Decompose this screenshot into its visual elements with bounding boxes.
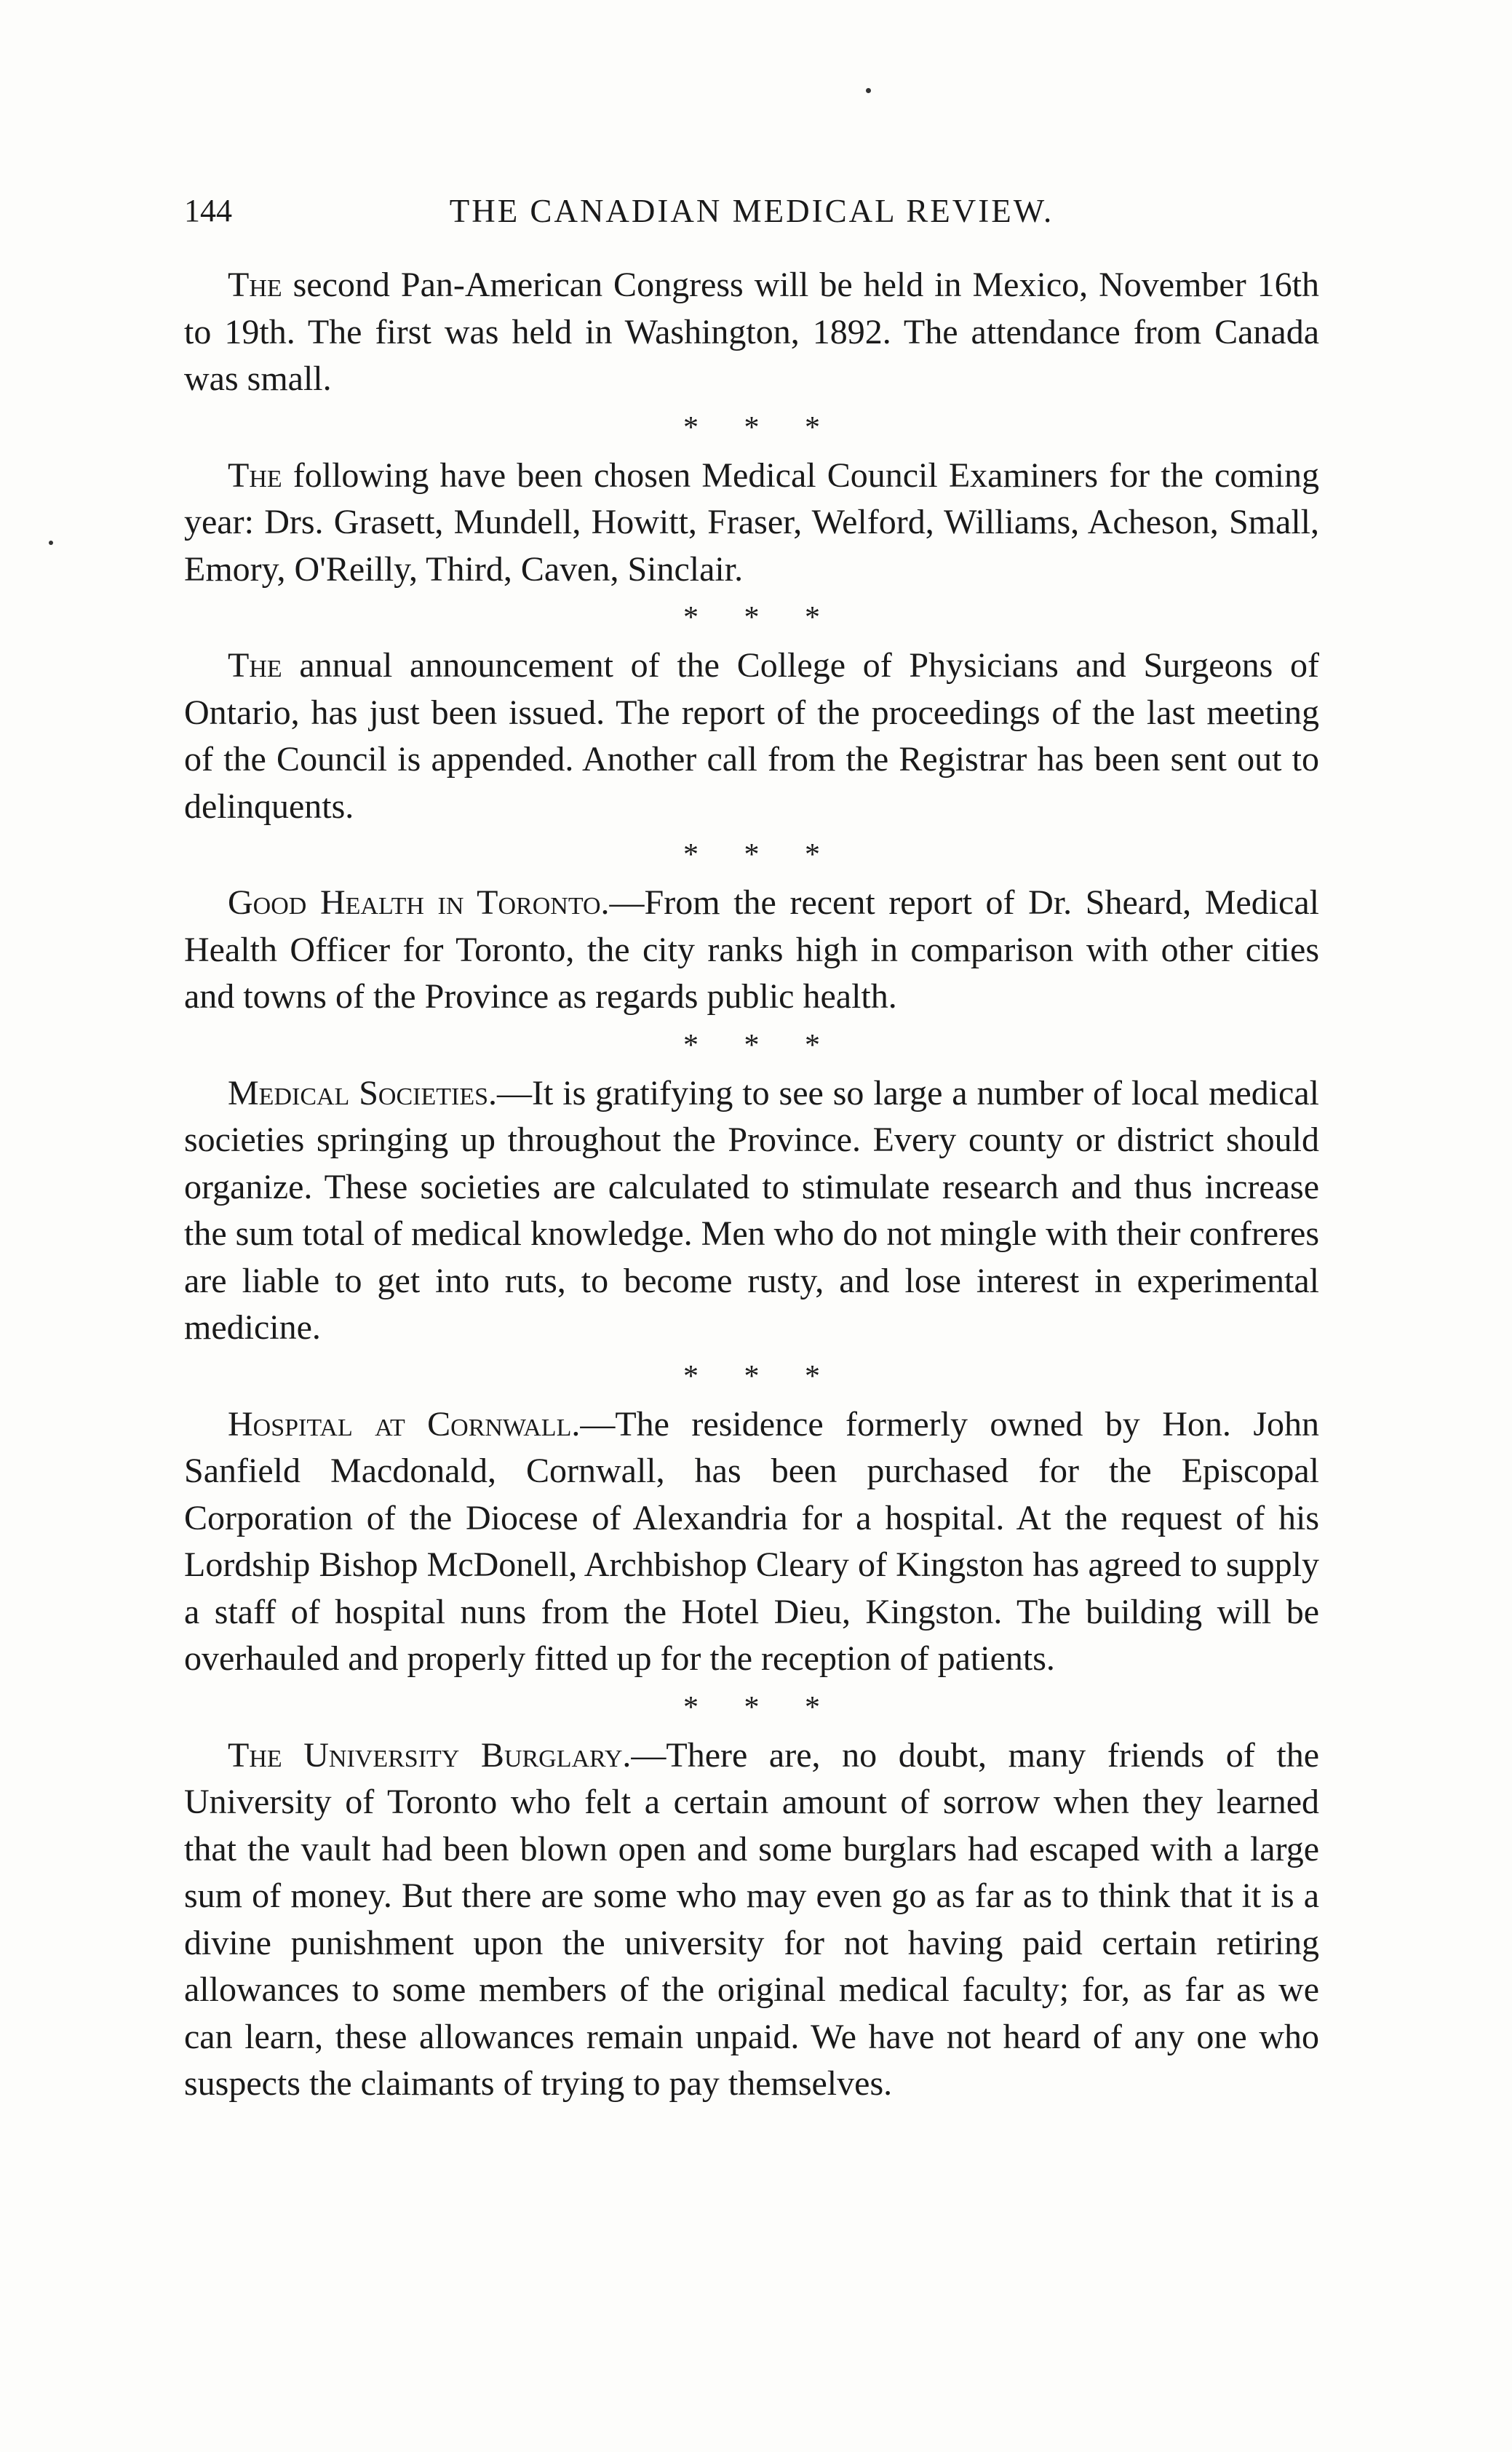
article-column xyxy=(184,262,1319,2108)
running-title: THE CANADIAN MEDICAL REVIEW. xyxy=(449,193,1054,229)
news-item xyxy=(184,453,1319,594)
item-text: —There are, no doubt, many friends of the University of Toronto who felt a certain amount of sorrow when they learned that the vault had been blown open and some burglars had escaped with a large sum of money. But there are some who may even go as far as to think that it is a divine punishment upon the university for not having paid certain retiring allowances to some members of the original medical faculty; for, as far as we can learn, these allowances remain unpaid. We have not heard of any one who suspects the claimants of trying to pay themselves. xyxy=(184,1735,1320,2103)
news-item xyxy=(184,880,1319,1021)
separator-asterisks: * * * xyxy=(683,1028,839,1062)
item-text: —It is gratifying to see so large a number of local medical societies springing up throughout the Province. Every county or district should organize. These societies are calculated to stimulate research and thus increase the sum total of medical knowledge. Men who do not mingle with their confreres are liable to get into ruts, to become rusty, and lose interest in experimental medicine. xyxy=(184,1073,1319,1347)
news-item xyxy=(184,642,1319,830)
item-lead: The xyxy=(228,646,282,685)
paragraph xyxy=(184,262,1319,403)
item-lead: The University Burglary. xyxy=(228,1735,632,1775)
paragraph xyxy=(184,1070,1319,1352)
separator-asterisks: * * * xyxy=(683,410,839,445)
item-lead: Medical Societies. xyxy=(228,1073,498,1112)
paragraph xyxy=(184,1401,1319,1683)
item-lead: The xyxy=(228,266,282,304)
item-lead: The xyxy=(228,455,282,495)
item-text: —From the recent report of Dr. Sheard, Medical Health Officer for Toronto, the city ranks high in comparison with other cities and towns of the Province as regards public health. xyxy=(184,883,1319,1016)
paragraph xyxy=(184,1732,1319,2108)
scan-speck xyxy=(49,541,53,545)
paragraph xyxy=(184,880,1319,1021)
page-number: 144 xyxy=(184,193,232,228)
page-header xyxy=(184,186,1319,236)
item-lead: Good Health in Toronto. xyxy=(228,883,610,922)
paragraph xyxy=(184,642,1319,830)
news-item xyxy=(184,1401,1319,1683)
item-text: —The residence formerly owned by Hon. John Sanfield Macdonald, Cornwall, has been purchased for the Episcopal Corporation of the Diocese of Alexandria for a hospital. At the request of his Lordship Bishop McDonell, Archbishop Cleary of Kingston has agreed to supply a staff of hospital nuns from the Hotel Dieu, Kingston. The building will be overhauled and properly fitted up for the reception of patients. xyxy=(184,1404,1319,1678)
news-item xyxy=(184,1070,1319,1352)
scan-speck xyxy=(866,88,871,93)
paragraph xyxy=(184,453,1319,594)
item-text: annual announcement of the College of Physicians and Surgeons of Ontario, has just been issued. The report of the proceedings of the last meeting of the Council is appended. Another call from the Registrar has been sent out to delinquents. xyxy=(184,646,1319,826)
item-text: second Pan-American Congress will be held in Mexico, November 16th to 19th. The first was held in Washington, 1892. The attendance from Canada was small. xyxy=(184,266,1319,398)
separator-asterisks: * * * xyxy=(683,601,839,634)
separator-asterisks: * * * xyxy=(683,1690,839,1724)
news-item xyxy=(184,1732,1319,2108)
news-item xyxy=(184,262,1319,403)
separator-asterisks: * * * xyxy=(683,1359,839,1393)
item-text: following have been chosen Medical Council Examiners for the coming year: Drs. Grasett, Mundell, Howitt, Fraser, Welford, Williams, Acheson, Small, Emory, O'Reilly, Third, Caven, Sinclair. xyxy=(184,455,1319,589)
separator-asterisks: * * * xyxy=(683,838,839,872)
item-lead: Hospital at Cornwall. xyxy=(228,1404,581,1444)
